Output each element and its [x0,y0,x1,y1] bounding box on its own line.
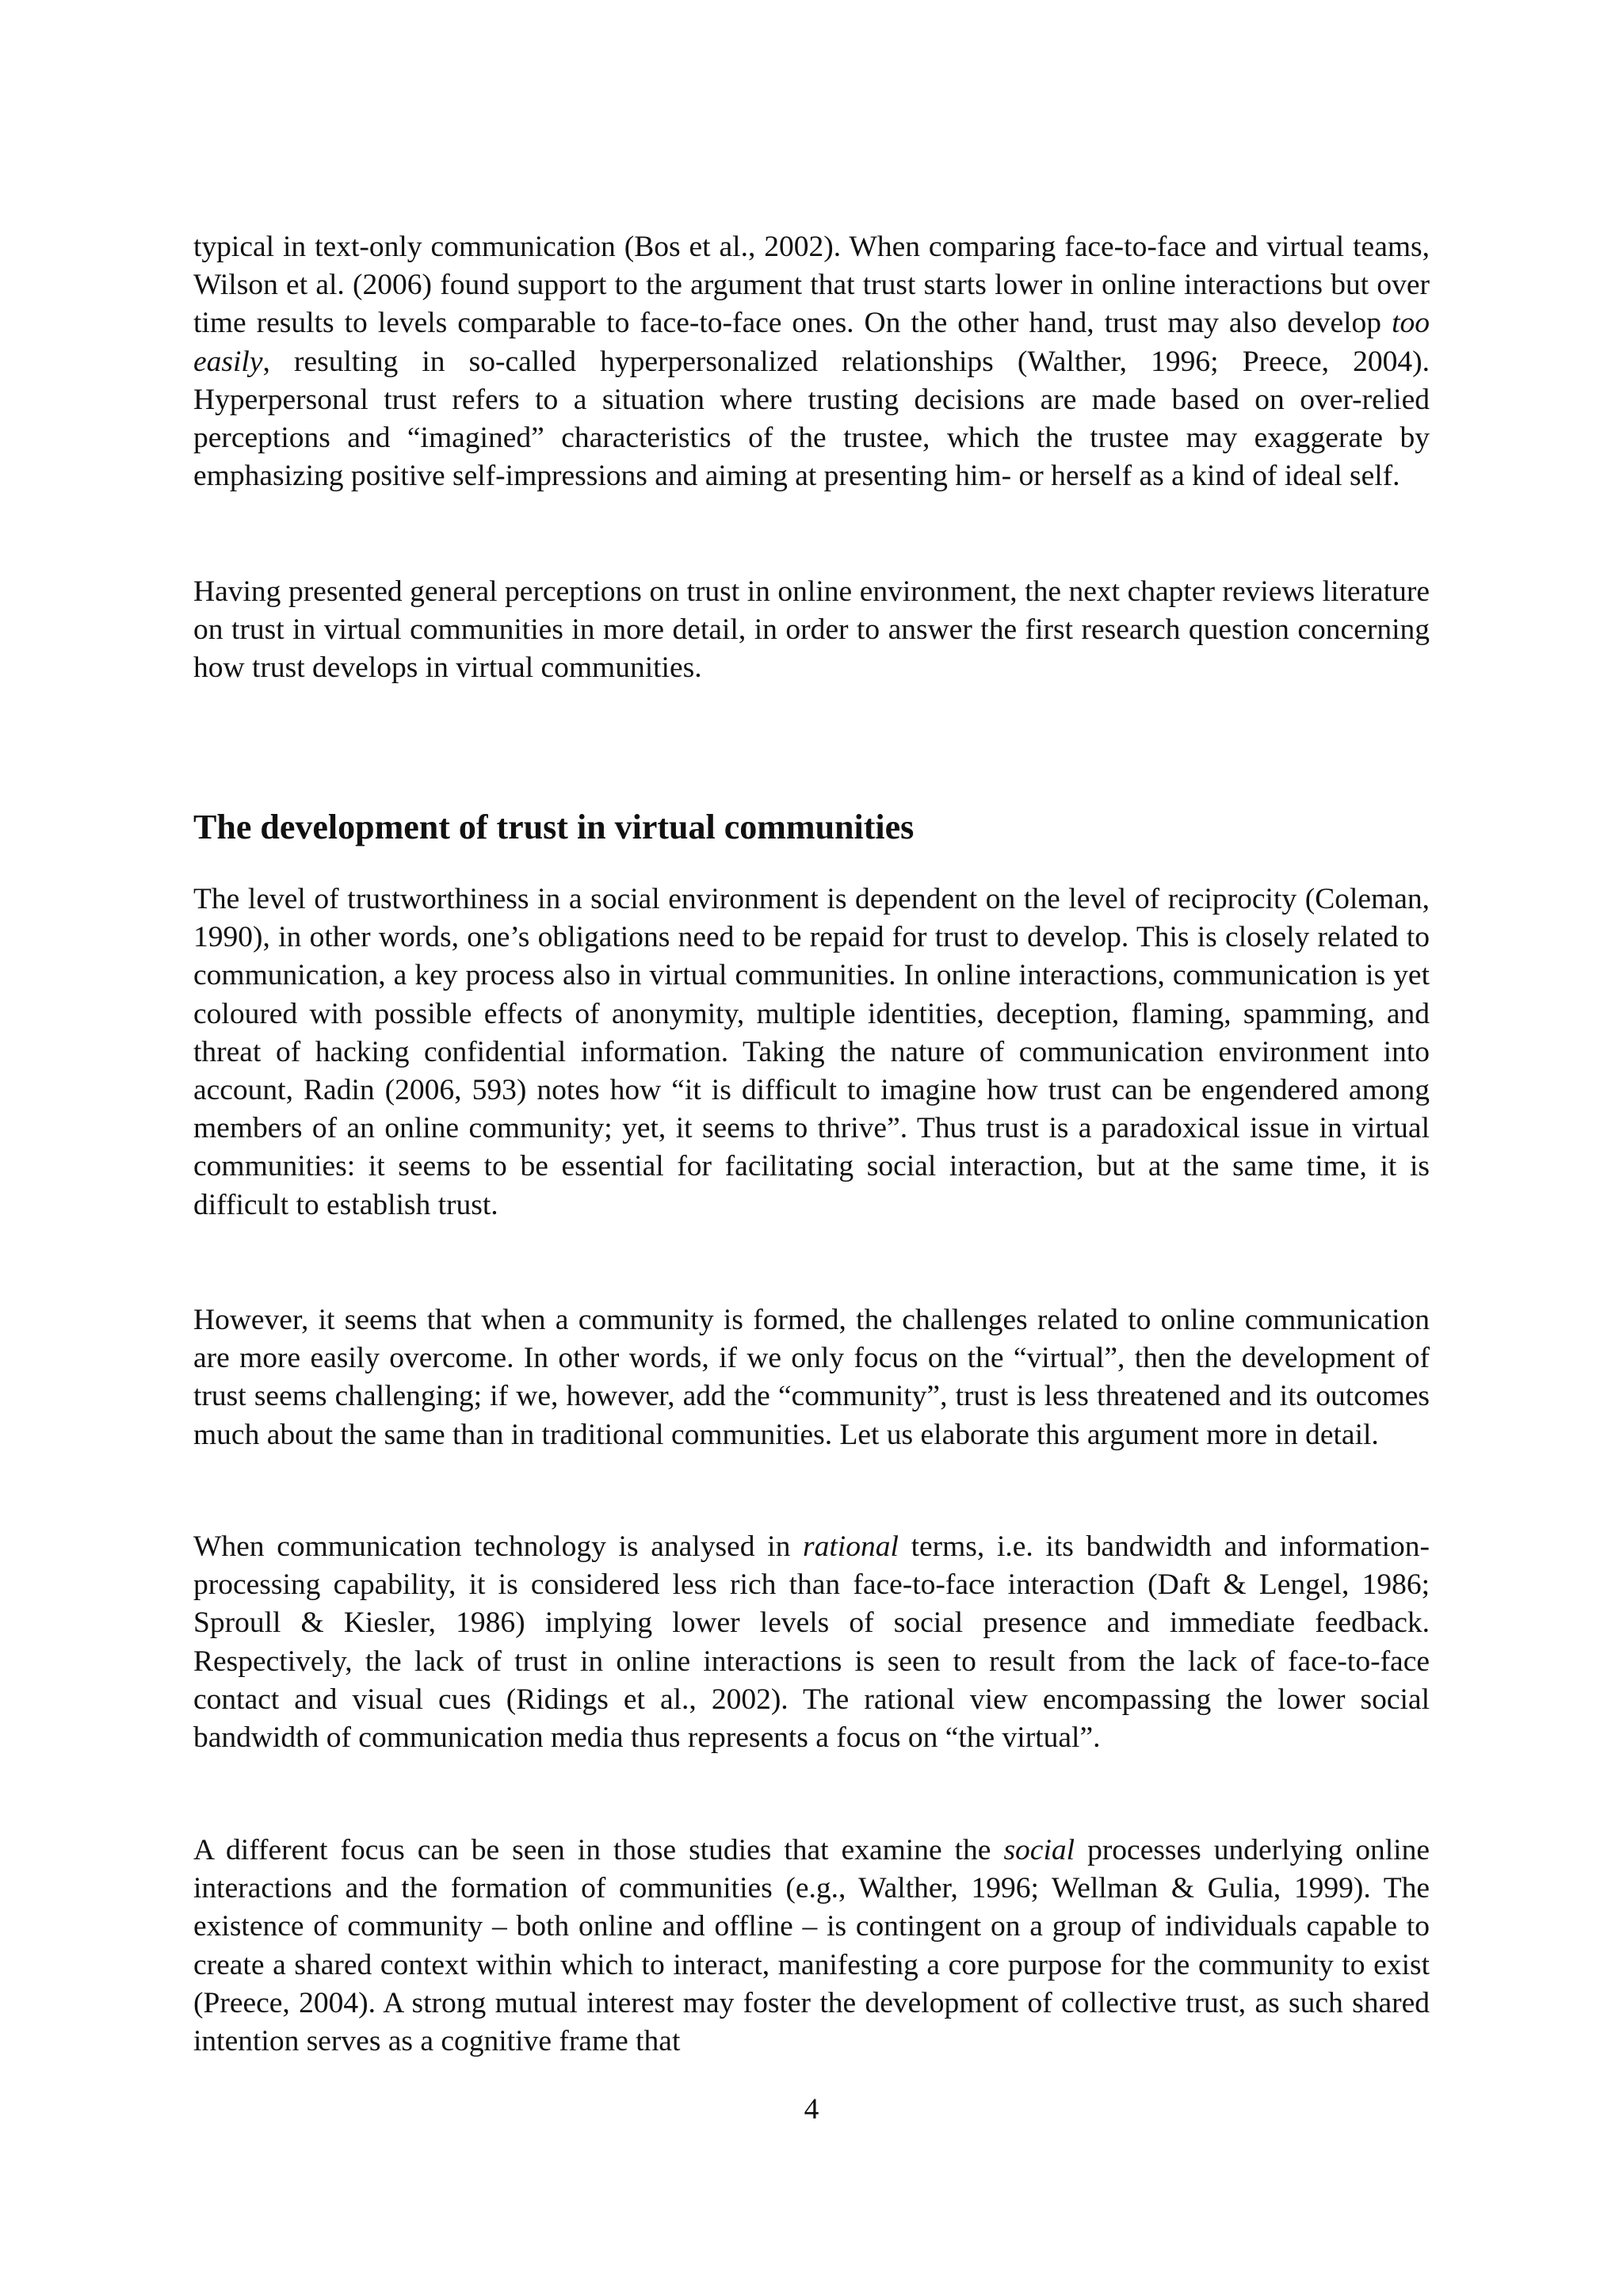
paragraph-text: processes underlying online interactions and the formation of communities (e.g., Walther, 1996; Wellman & Gulia, 1999). The existence of community – both online and offline – is contingent on a group of individuals capable to create a shared context within which to interact, manifesting a core purpose for the community to exist (Preece, 2004). A strong mutual interest may foster the development of collective trust, as such shared intention serves as a cognitive frame that [193,1834,1430,2058]
paragraph-text: When communication technology is analysed in [193,1530,804,1563]
emphasis-text: too easily [193,307,1430,378]
paragraph-text: A different focus can be seen in those studies that examine the [193,1834,1004,1866]
emphasis-text: social [1003,1834,1075,1866]
paragraph-social-view [193,1832,1430,2061]
paragraph-community-formed: However, it seems that when a community is formed, the challenges related to online communication are more easily overcome. In other words, if we only focus on the “virtual”, then the development of trust seems challenging; if we, however, add the “community”, trust is less threatened and its outcomes much about the same than in traditional communities. Let us elaborate this argument more in detail. [193,1304,1430,1451]
paragraph-reciprocity: The level of trustworthiness in a social environment is dependent on the level of reciprocity (Coleman, 1990), in other words, one’s obligations need to be repaid for trust to develop. This is closely related to communication, a key process also in virtual communities. In online interactions, communication is yet coloured with possible effects of anonymity, multiple identities, deception, flaming, spamming, and threat of hacking confidential information. Taking the nature of communication environment into account, Radin (2006, 593) notes how “it is difficult to imagine how trust can be engendered among members of an online community; yet, it seems to thrive”. Thus trust is a paradoxical issue in virtual communities: it seems to be essential for facilitating social interaction, but at the same time, it is difficult to establish trust. [193,883,1430,1221]
emphasis-text: rational [803,1530,899,1563]
paragraph-text: , resulting in so-called hyperpersonalized relationships (Walther, 1996; Preece, 2004). Hyperpersonal trust refers to a situation where trusting decisions are made based on over-relied perceptions and “imagined” characteristics of the trustee, which the trustee may exaggerate by emphasizing positive self-impressions and aiming at presenting him- or herself as a kind of ideal self. [193,345,1430,493]
paragraph-rational-view [193,1528,1430,1757]
paragraph-text: terms, i.e. its bandwidth and information-processing capability, it is considered less rich than face-to-face interaction (Daft & Lengel, 1986; Sproull & Kiesler, 1986) implying lower levels of social presence and immediate feedback. Respectively, the lack of trust in online interactions is seen to result from the lack of face-to-face contact and visual cues (Ridings et al., 2002). The rational view encompassing the lower social bandwidth of communication media thus represents a focus on “the virtual”. [193,1530,1430,1755]
section-heading: The development of trust in virtual communities [193,808,915,846]
paragraph-text: typical in text-only communication (Bos et al., 2002). When comparing face-to-face and virtual teams, Wilson et al. (2006) found support to the argument that trust starts lower in online interactions but over time results to levels comparable to face-to-face ones. On the other hand, trust may also develop [193,231,1430,340]
page-number: 4 [804,2093,819,2126]
paragraph-trust-online-intro [193,228,1430,495]
paragraph-transition: Having presented general perceptions on trust in online environment, the next chapter reviews literature on trust in virtual communities in more detail, in order to answer the first research question concerning how trust develops in virtual communities. [193,575,1430,685]
